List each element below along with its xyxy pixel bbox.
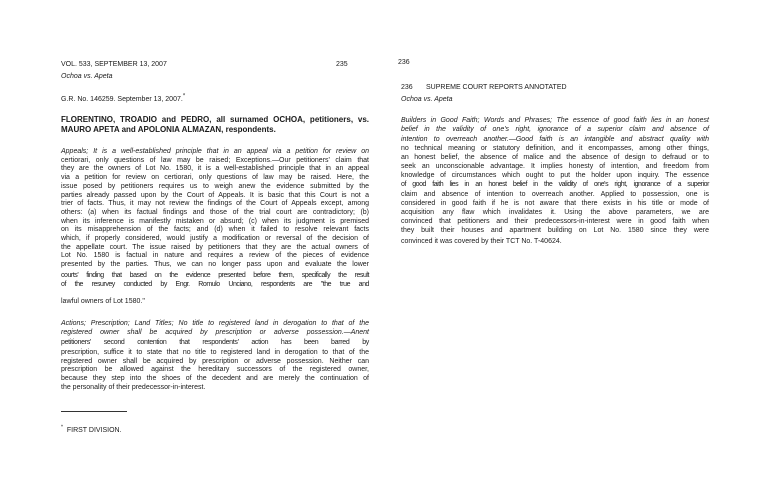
syllabus-line: prescription, suffice it to state that no title to registered land in derogation to that of the <box>61 349 369 356</box>
syllabus-line: which, if properly considered, would justify a modification or reversal of the decision of <box>61 235 369 242</box>
running-header-case: Ochoa vs. Apeta <box>401 96 453 103</box>
footnote-marker: * <box>61 424 63 431</box>
syllabus-line: Lot No. 1580 is factual in nature and requires a review of the pieces of evidence <box>61 252 369 260</box>
running-header-volume: VOL. 533, SEPTEMBER 13, 2007 <box>61 61 167 68</box>
running-header-court: SUPREME COURT REPORTS ANNOTATED <box>426 84 567 91</box>
footnote-divider <box>61 411 127 412</box>
syllabus-line: others: (a) when its factual findings and those of the trial court are contradictory; (b) <box>61 208 369 216</box>
syllabus-line: convinced that petitioners and their predecessors-in-interest were in good faith when <box>401 218 709 225</box>
syllabus-line: parties already passed upon by the Court of Appeals. It is basic that this Court is not a <box>61 191 369 199</box>
syllabus-line: they built their houses and apartment building on Lot No. 1580 since they were <box>401 227 709 234</box>
page-number: 235 <box>336 61 348 68</box>
syllabus-line: of the resurvey conducted by Engr. Romulo Unciano, respondents are "the true and <box>61 281 369 288</box>
syllabus-line: they are the owners of Lot No. 1580, it is a well-established principle that in an appeal <box>61 165 369 173</box>
syllabus-line: an honest belief, the absence of malice and the absence of design to defraud or to <box>401 154 709 161</box>
running-header-case: Ochoa vs. Apeta <box>61 73 113 80</box>
syllabus-line: knowledge of circumstances which ought to put the holder upon inquiry. The essence <box>401 172 709 179</box>
footnote-marker: * <box>182 93 186 100</box>
syllabus-line: of good faith lies in an honest belief in the validity of one's right, ignorance of a superior <box>401 181 709 188</box>
syllabus-line: via a petition for review on certiorari, only questions of law may be raised. Here, the <box>61 174 369 182</box>
syllabus-line: lawful owners of Lot 1580." <box>61 298 145 305</box>
syllabus-line: seek an unconscionable advantage. It implies honesty of intention, and freedom from <box>401 163 709 170</box>
syllabus-line: on its misapprehension of the facts; and (d) when it failed to resolve relevant facts <box>61 226 369 234</box>
syllabus-line: issue posed by petitioners requires us to weigh anew the evidence submitted by the <box>61 182 369 190</box>
syllabus-line: Actions; Prescription; Land Titles; No title to registered land in derogation to that of the <box>61 320 369 327</box>
syllabus-line: certiorari, only questions of law may be raised; Exceptions.—Our petitioners' claim that <box>61 156 369 164</box>
syllabus-line: courts' finding that based on the evidence presented before them, specifically the result <box>61 272 369 279</box>
syllabus-line: registered owner shall be acquired by prescription or adverse possession. Neither can <box>61 357 369 365</box>
parties-line-2: MAURO APETA and APOLONIA ALMAZAN, respondents. <box>61 125 276 134</box>
syllabus-line: considered in good faith if he is not aware that there exists in his title or mode of <box>401 200 709 207</box>
syllabus-line: when its inference is manifestly mistaken or absurd; (c) when its judgment is premised <box>61 217 369 225</box>
syllabus-line: intention to overreach another.—Good faith is an intangible and abstract quality with <box>401 136 709 143</box>
syllabus-line: registered owner shall be acquired by prescription or adverse possession.—Anent <box>61 329 369 336</box>
syllabus-line: Appeals; It is a well-established principle that in an appeal via a petition for review on <box>61 148 369 155</box>
page-number: 236 <box>401 84 413 91</box>
syllabus-line: the personality of their predecessor-in-interest. <box>61 383 206 391</box>
case-number: G.R. No. 146259. September 13, 2007.* <box>61 93 186 103</box>
syllabus-line: trier of facts. Thus, it may not review the findings of the Court of Appeals except, among <box>61 200 369 208</box>
syllabus-line: convinced it was covered by their TCT No. T-40624. <box>401 238 562 245</box>
syllabus-line: the appellate court. The issue raised by petitioners that they are the actual owners of <box>61 243 369 251</box>
syllabus-line: petitioners' second contention that respondents' action has been barred by <box>61 339 369 346</box>
syllabus-line: because they step into the shoes of the decedent and are merely the continuation of <box>61 375 369 383</box>
syllabus-line: no technical meaning or statutory definition, and it encompasses, among other things, <box>401 145 709 152</box>
footnote: * FIRST DIVISION. <box>61 424 122 434</box>
syllabus-line: prescription be allowed against the hereditary successors of the registered owner, <box>61 366 369 374</box>
syllabus-line: belief in the validity of one's right, ignorance of a superior claim and absence of <box>401 126 709 133</box>
syllabus-line: acquisition any flaw which invalidates it. Using the above parameters, we are <box>401 209 709 216</box>
syllabus-line: presented by the parties. Thus, we can no longer pass upon and evaluate the lower <box>61 261 369 269</box>
syllabus-line: claim and absence of intention to overreach another. Applied to possession, one is <box>401 191 709 198</box>
parties-line-1: FLORENTINO, TROADIO and PEDRO, all surnamed OCHOA, petitioners, vs. <box>61 115 369 124</box>
syllabus-line: Builders in Good Faith; Words and Phrases; The essence of good faith lies in an honest <box>401 117 709 124</box>
top-page-number: 236 <box>398 59 410 66</box>
